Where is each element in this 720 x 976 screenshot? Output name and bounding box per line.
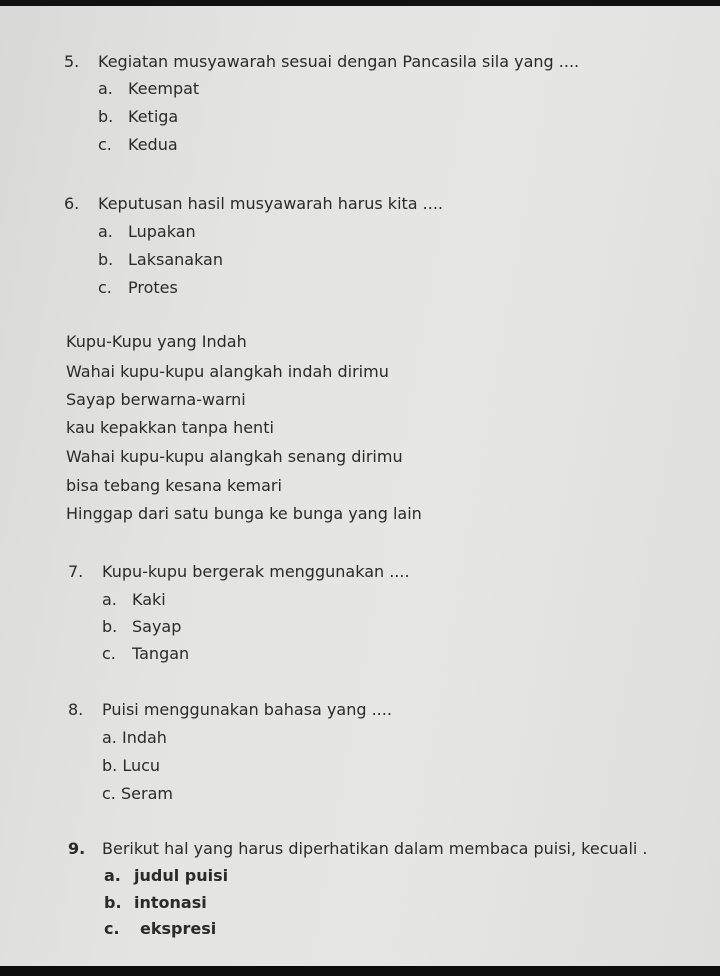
poem-line: Wahai kupu-kupu alangkah indah dirimu (66, 362, 389, 381)
question-number: 6. (64, 194, 80, 213)
question-9 (68, 839, 648, 859)
option-9b: b. intonasi (104, 893, 207, 912)
question-number: 8. (68, 700, 84, 719)
question-7 (68, 562, 410, 582)
poem-line: Sayap berwarna-warni (66, 390, 246, 409)
question-number: 5. (64, 52, 80, 71)
question-text: Keputusan hasil musyawarah harus kita .... (98, 194, 444, 213)
option-8b: b. Lucu (102, 756, 161, 775)
poem-line: Hinggap dari satu bunga ke bunga yang lain (66, 504, 422, 523)
option-6a: a. Lupakan (98, 222, 196, 241)
option-5c: c. Kedua (98, 135, 178, 154)
option-8c: c. Seram (102, 784, 173, 803)
worksheet-paper (0, 6, 720, 966)
question-text: Kupu-kupu bergerak menggunakan .... (102, 562, 410, 581)
option-5a: a. Keempat (98, 79, 200, 98)
photo-bottom-edge (0, 966, 720, 976)
option-9a: a. judul puisi (104, 866, 229, 885)
poem-line: kau kepakkan tanpa henti (66, 418, 274, 437)
question-number: 7. (68, 562, 84, 581)
option-7c: c. Tangan (102, 644, 190, 663)
option-7b: b. Sayap (102, 617, 182, 636)
option-6c: c. Protes (98, 278, 178, 297)
question-text: Kegiatan musyawarah sesuai dengan Pancasila sila yang .... (98, 52, 580, 71)
question-number: 9. (68, 839, 86, 858)
question-8 (68, 700, 392, 720)
option-7a: a. Kaki (102, 590, 166, 609)
question-5 (64, 52, 579, 72)
option-9c: c. ekspresi (104, 919, 217, 938)
poem-line: Wahai kupu-kupu alangkah senang dirimu (66, 447, 403, 466)
question-text: Puisi menggunakan bahasa yang .... (102, 700, 392, 719)
option-6b: b. Laksanakan (98, 250, 223, 269)
poem-title: Kupu-Kupu yang Indah (66, 332, 247, 351)
question-6 (64, 194, 443, 214)
question-text: Berikut hal yang harus diperhatikan dalam membaca puisi, kecuali . (102, 839, 648, 858)
option-5b: b. Ketiga (98, 107, 179, 126)
poem-line: bisa tebang kesana kemari (66, 476, 282, 495)
option-8a: a. Indah (102, 728, 167, 747)
